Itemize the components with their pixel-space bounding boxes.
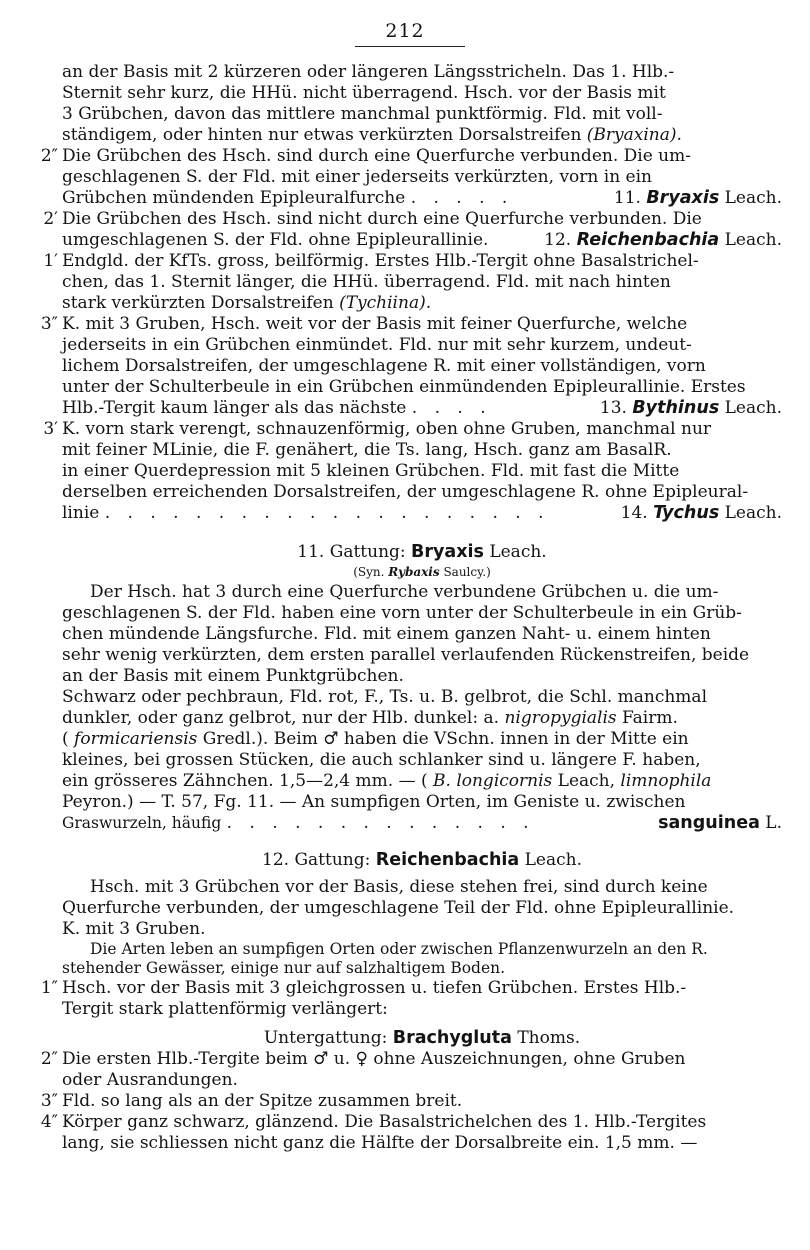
key-couplet-number: 1″ xyxy=(40,978,58,998)
text-line xyxy=(62,729,782,750)
key-text: Hlb.-Tergit kaum länger als das nächste xyxy=(62,398,407,418)
page-content xyxy=(40,62,782,1154)
key-text: umgeschlagenen S. der Fld. ohne Epipleurallinie. xyxy=(62,230,489,250)
text-line xyxy=(62,792,782,813)
genus-description-reichenbachia xyxy=(62,877,782,940)
key-text: Endgld. der KfTs. gross, beilförmig. Erstes Hlb.-Tergit ohne Basalstrichel- xyxy=(62,251,699,271)
key-text: geschlagenen S. der Fld. mit einer jederseits verkürzten, vorn in ein xyxy=(62,167,652,187)
key-line xyxy=(62,62,782,83)
genus-name: Bythinus xyxy=(632,398,720,418)
subgenus-name: Brachygluta xyxy=(392,1028,512,1048)
key-line xyxy=(62,272,782,293)
key-line xyxy=(62,1070,782,1091)
key-text: stark verkürzten Dorsalstreifen xyxy=(62,293,334,313)
key-text: an der Basis mit 2 kürzeren oder längeren Längsstricheln. Das 1. Hlb.- xyxy=(62,62,675,82)
genus-name: Reichenbachia xyxy=(576,230,720,250)
text-line xyxy=(62,750,782,771)
text-line: geschlagenen S. der Fld. haben eine vorn unter der Schulterbeule in ein Grüb- xyxy=(62,603,742,623)
key-text: in einer Querdepression mit 5 kleinen Grübchen. Fld. mit fast die Mitte xyxy=(62,461,680,481)
key-line xyxy=(62,125,782,146)
key-line xyxy=(40,146,782,167)
text-line: Hsch. mit 3 Grübchen vor der Basis, diese stehen frei, sind durch keine xyxy=(90,877,708,897)
genus-description-bryaxis xyxy=(62,582,782,687)
leader-dots: . . . . xyxy=(411,398,492,418)
key-text: chen, das 1. Sternit länger, die HHü. überragend. Fld. mit nach hinten xyxy=(62,272,671,292)
key-text: K. mit 3 Gruben, Hsch. weit vor der Basis mit feiner Querfurche, welche xyxy=(62,314,688,334)
key-line xyxy=(43,209,782,230)
text-span: Fairm. xyxy=(622,708,678,728)
key-text: K. vorn stark verengt, schnauzenförmig, oben ohne Gruben, manchmal nur xyxy=(62,419,712,439)
key-line xyxy=(43,251,782,272)
key-line xyxy=(43,419,782,440)
key-text: derselben erreichenden Dorsalstreifen, der umgeschlagene R. ohne Epipleural- xyxy=(62,482,749,502)
subgenus-key xyxy=(40,978,782,1020)
italic-name: limnophila xyxy=(620,771,712,791)
key-text: oder Ausrandungen. xyxy=(62,1070,238,1090)
genus-entry xyxy=(538,230,782,251)
genus-name: Tychus xyxy=(653,503,720,523)
text-line: chen mündende Längsfurche. Fld. mit einem ganzen Naht- u. einem hinten xyxy=(62,624,711,644)
key-couplet-number: 4″ xyxy=(40,1112,58,1132)
heading-genus: Bryaxis xyxy=(411,542,484,562)
leader-dots: . . . . . xyxy=(410,188,514,208)
key-line xyxy=(62,83,782,104)
determination-key-genera xyxy=(40,62,782,524)
genus-entry xyxy=(594,398,782,419)
text-span: Peyron.) — T. 57, Fg. 11. — An sumpfigen Orten, im Geniste u. zwischen xyxy=(62,792,686,812)
syn-prefix: (Syn. xyxy=(353,565,385,579)
text-line xyxy=(62,708,782,729)
key-text: Grübchen mündenden Epipleuralfurche xyxy=(62,188,406,208)
key-line xyxy=(40,314,782,335)
key-line xyxy=(62,335,782,356)
key-text: Die ersten Hlb.-Tergite beim ♂ u. ♀ ohne Auszeichnungen, ohne Gruben xyxy=(62,1049,686,1069)
heading-author: Leach. xyxy=(489,542,547,562)
key-line xyxy=(40,1049,782,1070)
key-line xyxy=(62,104,782,125)
key-text: jederseits in ein Grübchen einmündet. Fld. nur mit sehr kurzem, undeut- xyxy=(62,335,692,355)
genus-entry xyxy=(615,503,782,524)
key-text: lang, sie schliessen nicht ganz die Hälfte der Dorsalbreite ein. 1,5 mm. — xyxy=(62,1133,698,1153)
genus-number: 14. xyxy=(620,503,648,523)
species-name: sanguinea xyxy=(658,813,760,833)
key-text: Körper ganz schwarz, glänzend. Die Basalstrichelchen des 1. Hlb.-Tergites xyxy=(62,1112,707,1132)
genus-author: Leach. xyxy=(724,398,782,418)
key-line xyxy=(62,398,782,419)
note-line: Die Arten leben an sumpfigen Orten oder zwischen Pflanzenwurzeln an den R. xyxy=(90,940,708,958)
key-couplet-number: 3′ xyxy=(43,419,58,439)
key-text: mit feiner MLinie, die F. genähert, die Ts. lang, Hsch. ganz am BasalR. xyxy=(62,440,672,460)
genus-number: 13. xyxy=(599,398,627,418)
syn-author: Saulcy.) xyxy=(443,565,491,579)
text-span: ein grösseres Zähnchen. 1,5—2,4 mm. — ( xyxy=(62,771,428,791)
key-line xyxy=(62,377,782,398)
synonym-line xyxy=(62,563,782,582)
key-line xyxy=(62,356,782,377)
genus-number: 12. xyxy=(544,230,572,250)
note-line: stehender Gewässer, einige nur auf salzhaltigem Boden. xyxy=(62,959,506,977)
taxon-group: (Tychiina). xyxy=(339,293,432,313)
key-text: Hsch. vor der Basis mit 3 gleichgrossen u. tiefen Grübchen. Erstes Hlb.- xyxy=(62,978,687,998)
key-line xyxy=(40,1112,782,1133)
key-text: Die Grübchen des Hsch. sind nicht durch eine Querfurche verbunden. Die xyxy=(62,209,702,229)
key-text: Die Grübchen des Hsch. sind durch eine Querfurche verbunden. Die um- xyxy=(62,146,691,166)
key-text: ständigem, oder hinten nur etwas verkürzten Dorsalstreifen xyxy=(62,125,582,145)
heading-prefix: 12. Gattung: xyxy=(262,850,371,870)
key-line xyxy=(62,999,782,1020)
italic-name: nigropygialis xyxy=(504,708,617,728)
genus-author: Leach. xyxy=(724,503,782,523)
key-couplet-number: 3″ xyxy=(40,314,58,334)
key-line xyxy=(62,167,782,188)
text-line: sehr wenig verkürzten, dem ersten parallel verlaufenden Rückenstreifen, beide xyxy=(62,645,750,665)
key-text: Sternit sehr kurz, die HHü. nicht überragend. Hsch. vor der Basis mit xyxy=(62,83,666,103)
heading-prefix: 11. Gattung: xyxy=(297,542,406,562)
genus-entry xyxy=(608,188,782,209)
key-line xyxy=(62,293,782,314)
habitat-note xyxy=(62,940,782,978)
text-line: K. mit 3 Gruben. xyxy=(62,919,206,939)
key-text: 3 Grübchen, davon das mittlere manchmal punktförmig. Fld. mit voll- xyxy=(62,104,663,124)
italic-name: B. longicornis xyxy=(433,771,553,791)
key-text: Tergit stark plattenförmig verlängert: xyxy=(62,999,388,1019)
text-span: Schwarz oder pechbraun, Fld. rot, F., Ts. u. B. gelbrot, die Schl. manchmal xyxy=(62,687,708,707)
species-key xyxy=(40,1049,782,1154)
text-line: Der Hsch. hat 3 durch eine Querfurche verbundene Grübchen u. die um- xyxy=(90,582,719,602)
key-line xyxy=(62,440,782,461)
key-couplet-number: 1′ xyxy=(43,251,58,271)
page-number-rule xyxy=(355,46,465,47)
subgenus-heading: Untergattung: Brachygluta Thoms. xyxy=(263,1028,581,1048)
leader-dots: . . . . . . . . . . . . . . . . . . . . xyxy=(104,503,550,523)
text-span: ( xyxy=(62,729,69,749)
genus-number: 11. xyxy=(613,188,641,208)
key-text: lichem Dorsalstreifen, der umgeschlagene R. mit einer vollständigen, vorn xyxy=(62,356,706,376)
key-couplet-number: 2″ xyxy=(40,146,58,166)
key-line xyxy=(62,230,782,251)
species-description-sanguinea xyxy=(62,687,782,813)
key-text: Fld. so lang als an der Spitze zusammen breit. xyxy=(62,1091,463,1111)
key-text: linie xyxy=(62,503,100,523)
key-couplet-number: 2′ xyxy=(43,209,58,229)
key-line xyxy=(40,1091,782,1112)
genus-name: Bryaxis xyxy=(646,188,720,208)
text-line: Querfurche verbunden, der umgeschlagene Teil der Fld. ohne Epipleurallinie. xyxy=(62,898,735,918)
text-line xyxy=(62,771,782,792)
taxon-group: (Bryaxina). xyxy=(586,125,682,145)
text-span: dunkler, oder ganz gelbrot, nur der Hlb. dunkel: a. xyxy=(62,708,500,728)
key-line xyxy=(62,482,782,503)
genus-author: Leach. xyxy=(724,188,782,208)
species-line-sanguinea: Graswurzeln, häufig . . . . . . . . . . . . . . sanguinea L. xyxy=(62,813,782,833)
key-line xyxy=(62,503,782,524)
key-text: unter der Schulterbeule in ein Grübchen einmündenden Epipleurallinie. Erstes xyxy=(62,377,746,397)
heading-author: Leach. xyxy=(524,850,582,870)
text-span: Leach, xyxy=(557,771,616,791)
species-author: L. xyxy=(765,813,782,833)
text-span: Gredl.). Beim ♂ haben die VSchn. innen in der Mitte ein xyxy=(202,729,689,749)
text-span: kleines, bei grossen Stücken, die auch schlanker sind u. längere F. haben, xyxy=(62,750,701,770)
key-line xyxy=(62,1133,782,1154)
heading-genus: Reichenbachia xyxy=(375,850,520,870)
genus-heading-reichenbachia xyxy=(62,850,782,871)
text-line xyxy=(62,687,782,708)
key-couplet-number: 2″ xyxy=(40,1049,58,1069)
key-line xyxy=(40,978,782,999)
key-couplet-number: 3″ xyxy=(40,1091,58,1111)
text-line: an der Basis mit einem Punktgrübchen. xyxy=(62,666,404,686)
genus-heading-bryaxis xyxy=(62,542,782,563)
genus-author: Leach. xyxy=(724,230,782,250)
page-number: 212 xyxy=(385,20,425,42)
italic-name: formicariensis xyxy=(74,729,198,749)
syn-name: Rybaxis xyxy=(388,565,440,579)
key-line xyxy=(62,461,782,482)
key-line xyxy=(62,188,782,209)
